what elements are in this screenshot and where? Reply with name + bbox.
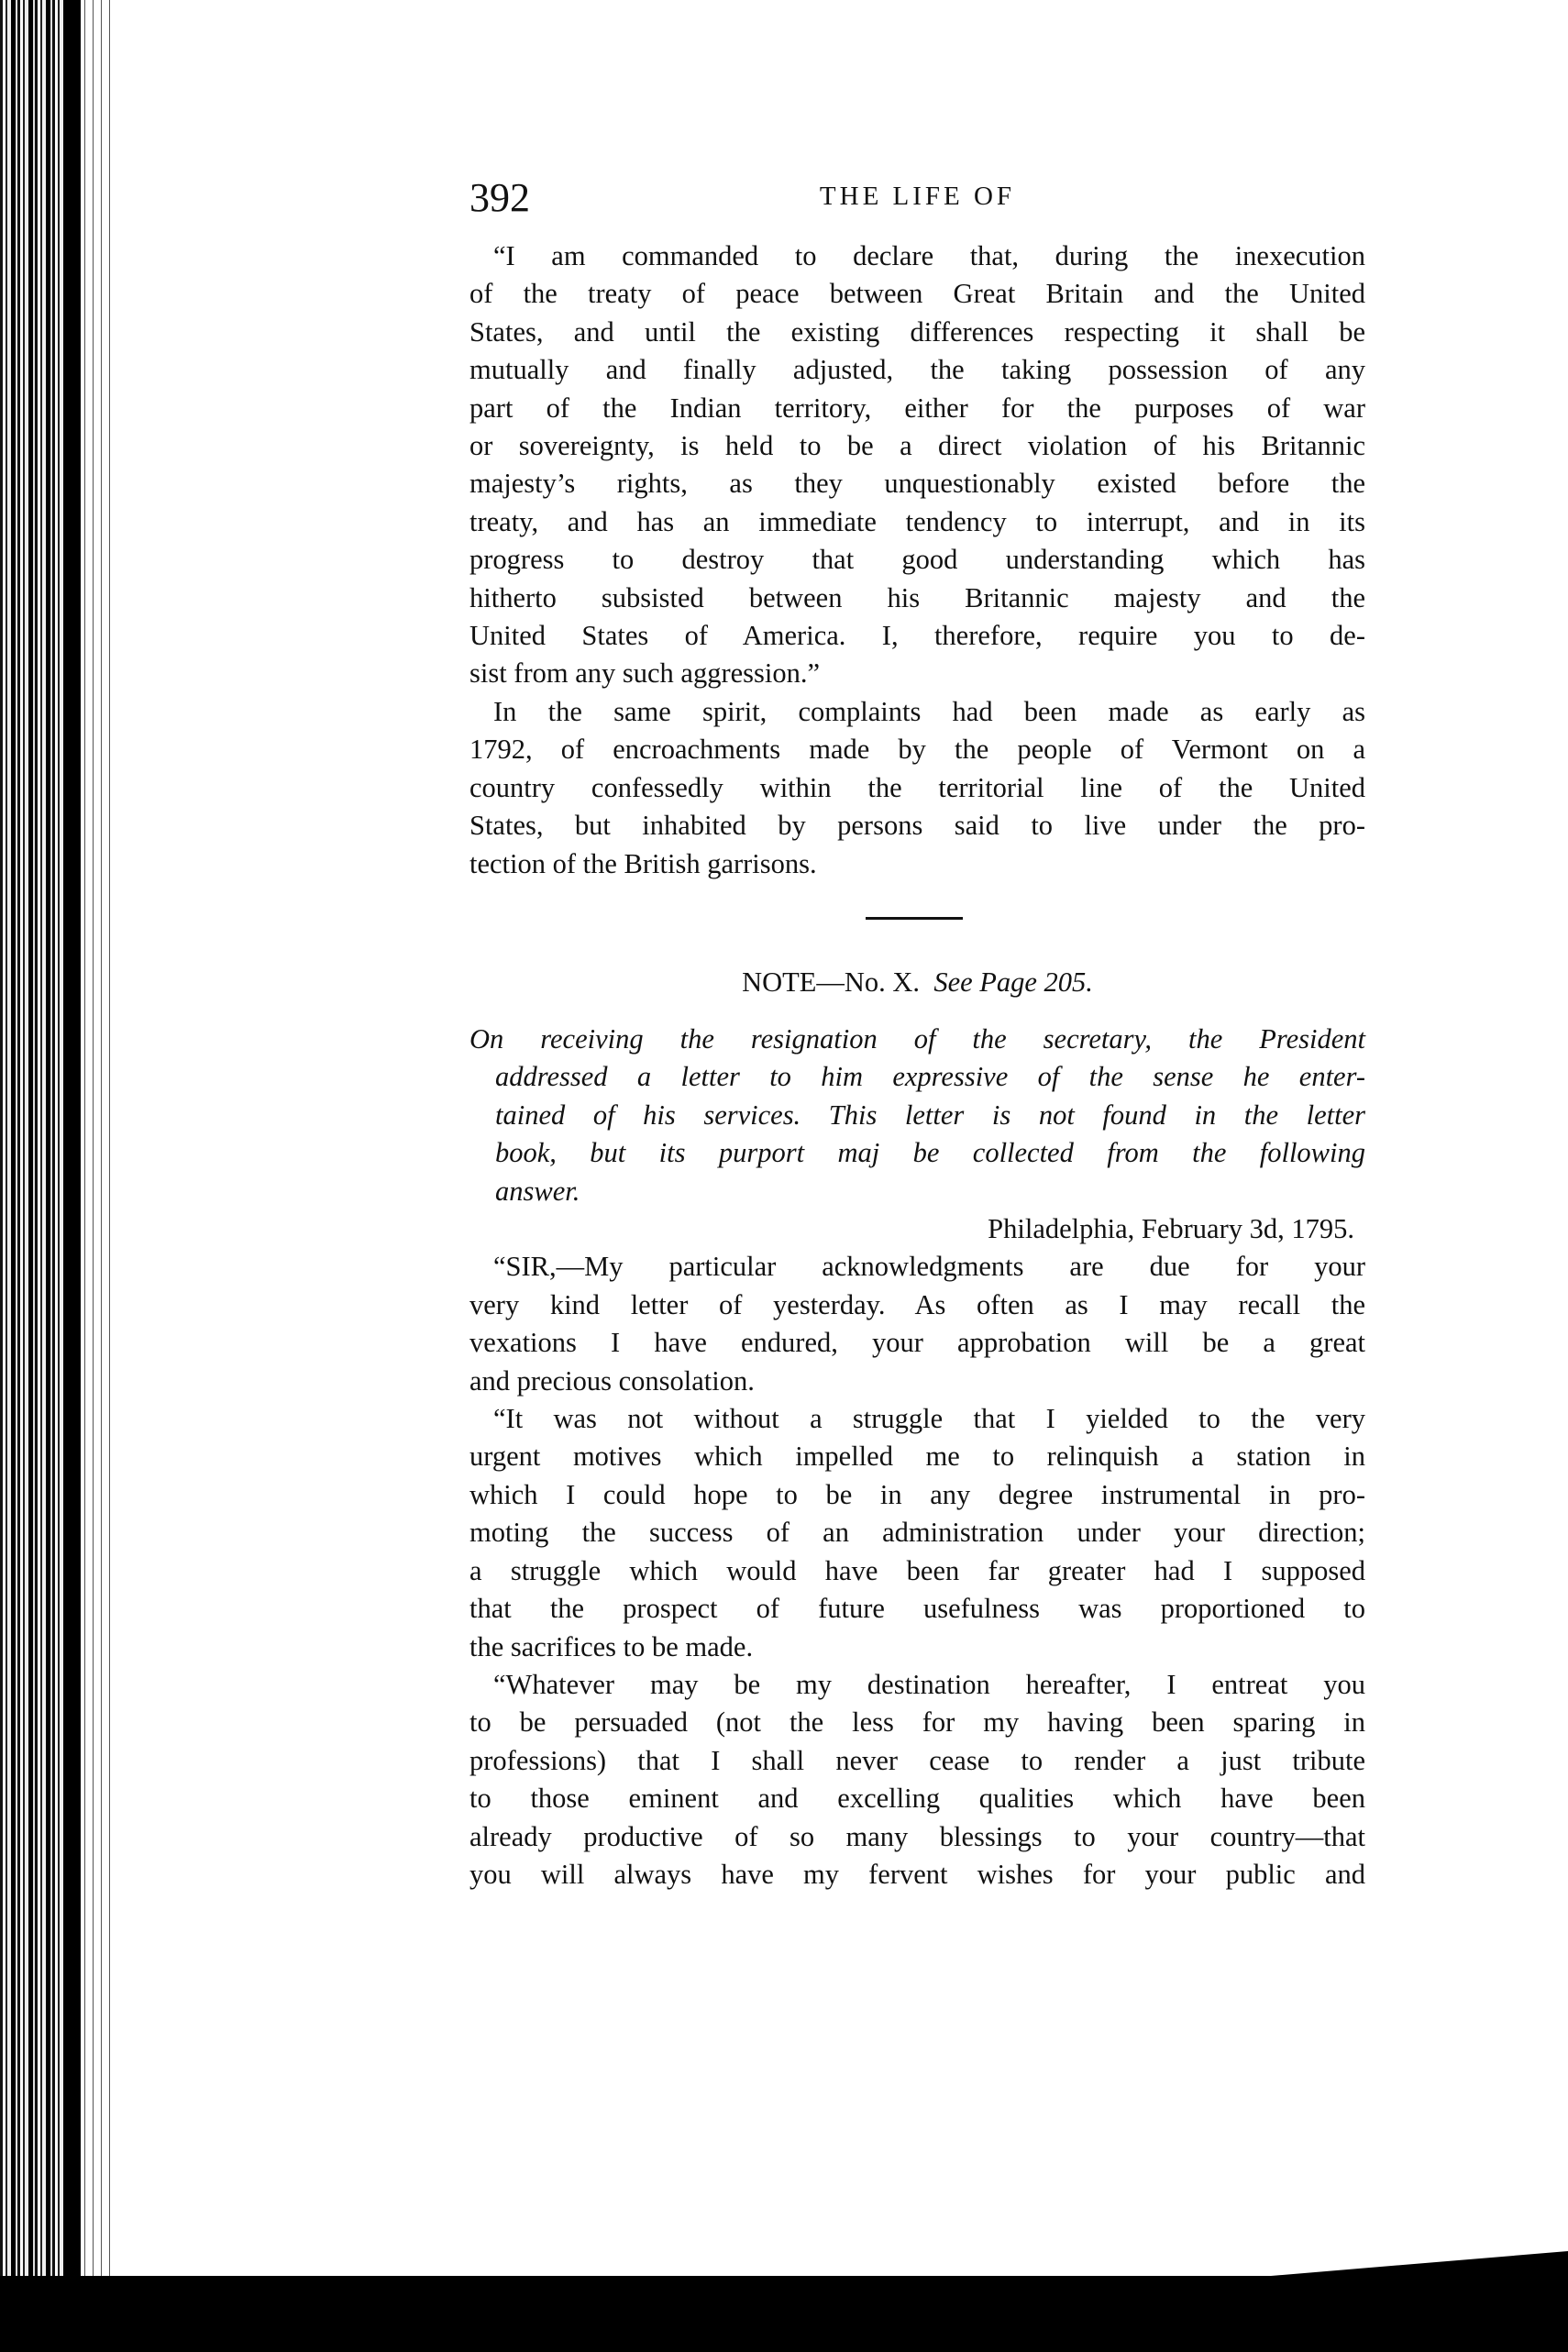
running-title: THE LIFE OF [819,182,1016,211]
text-line: country confessedly within the territorial line of the United [469,771,1365,803]
text-line: a struggle which would have been far greater had I supposed [469,1554,1365,1586]
text-line: that the prospect of future usefulness was proportioned to [469,1593,1365,1625]
text-line: part of the Indian territory, either for the purposes of war [469,392,1365,424]
text-line: majesty’s rights, as they unquestionably existed before the [469,468,1365,500]
note-reference: See Page 205. [933,966,1093,998]
letter-body [469,1248,1365,1894]
section-divider [866,917,963,920]
letter-dateline: Philadelphia, February 3d, 1795. [988,1213,1354,1245]
text-line: sist from any such aggression.” [469,657,821,690]
book-gutter-shadow [64,0,81,2352]
text-line: 1792, of encroachments made by the people of Vermont on a [469,734,1365,766]
text-line: “Whatever may be my destination hereafter, I entreat you [493,1668,1365,1700]
text-line: “SIR,—My particular acknowledgments are due for your [493,1251,1365,1283]
letter-paragraph [469,1666,1365,1894]
text-line: answer. [495,1175,580,1207]
text-line: tained of his services. This letter is not found in the letter [495,1099,1365,1131]
text-line: professions) that I shall never cease to render a just tribute [469,1744,1365,1776]
body-text-top [469,237,1365,883]
text-line: On receiving the resignation of the secretary, the President [469,1023,1365,1055]
text-line: to those eminent and excelling qualities which have been [469,1783,1365,1815]
letter-paragraph [469,1248,1365,1400]
text-line: tection of the British garrisons. [469,847,817,879]
note-body [469,1021,1365,1894]
quote-paragraph [469,237,1365,693]
text-line: addressed a letter to him expressive of the sense he enter- [495,1061,1365,1093]
text-line: the sacrifices to be made. [469,1630,754,1662]
text-line: book, but its purport maj be collected from the following [495,1137,1365,1169]
text-line: In the same spirit, complaints had been made as early as [493,695,1365,727]
scan-bottom-border [0,2276,1568,2352]
note-heading [469,964,1365,1001]
text-line: “It was not without a struggle that I yielded to the very [493,1403,1365,1435]
text-line: and precious consolation. [469,1364,755,1397]
page-number: 392 [469,175,530,220]
text-line: very kind letter of yesterday. As often as I may recall the [469,1288,1365,1320]
text-line: hitherto subsisted between his Britannic majesty and the [469,581,1365,613]
note-title: NOTE—No. X. [742,966,921,998]
text-line: “I am commanded to declare that, during the inexecution [493,240,1365,271]
text-line: vexations I have endured, your approbation will be a great [469,1327,1365,1359]
text-line: you will always have my fervent wishes for your public and [469,1858,1365,1890]
text-line: treaty, and has an immediate tendency to interrupt, and in its [469,505,1365,537]
text-line: United States of America. I, therefore, require you to de- [469,620,1365,652]
text-line: or sovereignty, is held to be a direct violation of his Britannic [469,430,1365,462]
text-line: of the treaty of peace between Great Britain and the United [469,278,1365,310]
book-gutter-lines [81,0,114,2352]
text-line: already productive of so many blessings to your country—that [469,1820,1365,1852]
note-intro [469,1021,1365,1210]
text-line: moting the success of an administration under your direction; [469,1517,1365,1549]
letter-paragraph [469,1400,1365,1666]
text-line: progress to destroy that good understanding which has [469,544,1365,576]
spirit-paragraph [469,693,1365,883]
text-line: urgent motives which impelled me to relinquish a station in [469,1441,1365,1473]
text-line: which I could hope to be in any degree instrumental in pro- [469,1478,1365,1510]
text-line: States, and until the existing differences respecting it shall be [469,315,1365,348]
text-line: to be persuaded (not the less for my having been sparing in [469,1706,1365,1739]
scan-bottom-border-edge [1238,2251,1568,2279]
text-line: mutually and finally adjusted, the taking possession of any [469,354,1365,386]
text-line: States, but inhabited by persons said to live under the pro- [469,810,1365,842]
